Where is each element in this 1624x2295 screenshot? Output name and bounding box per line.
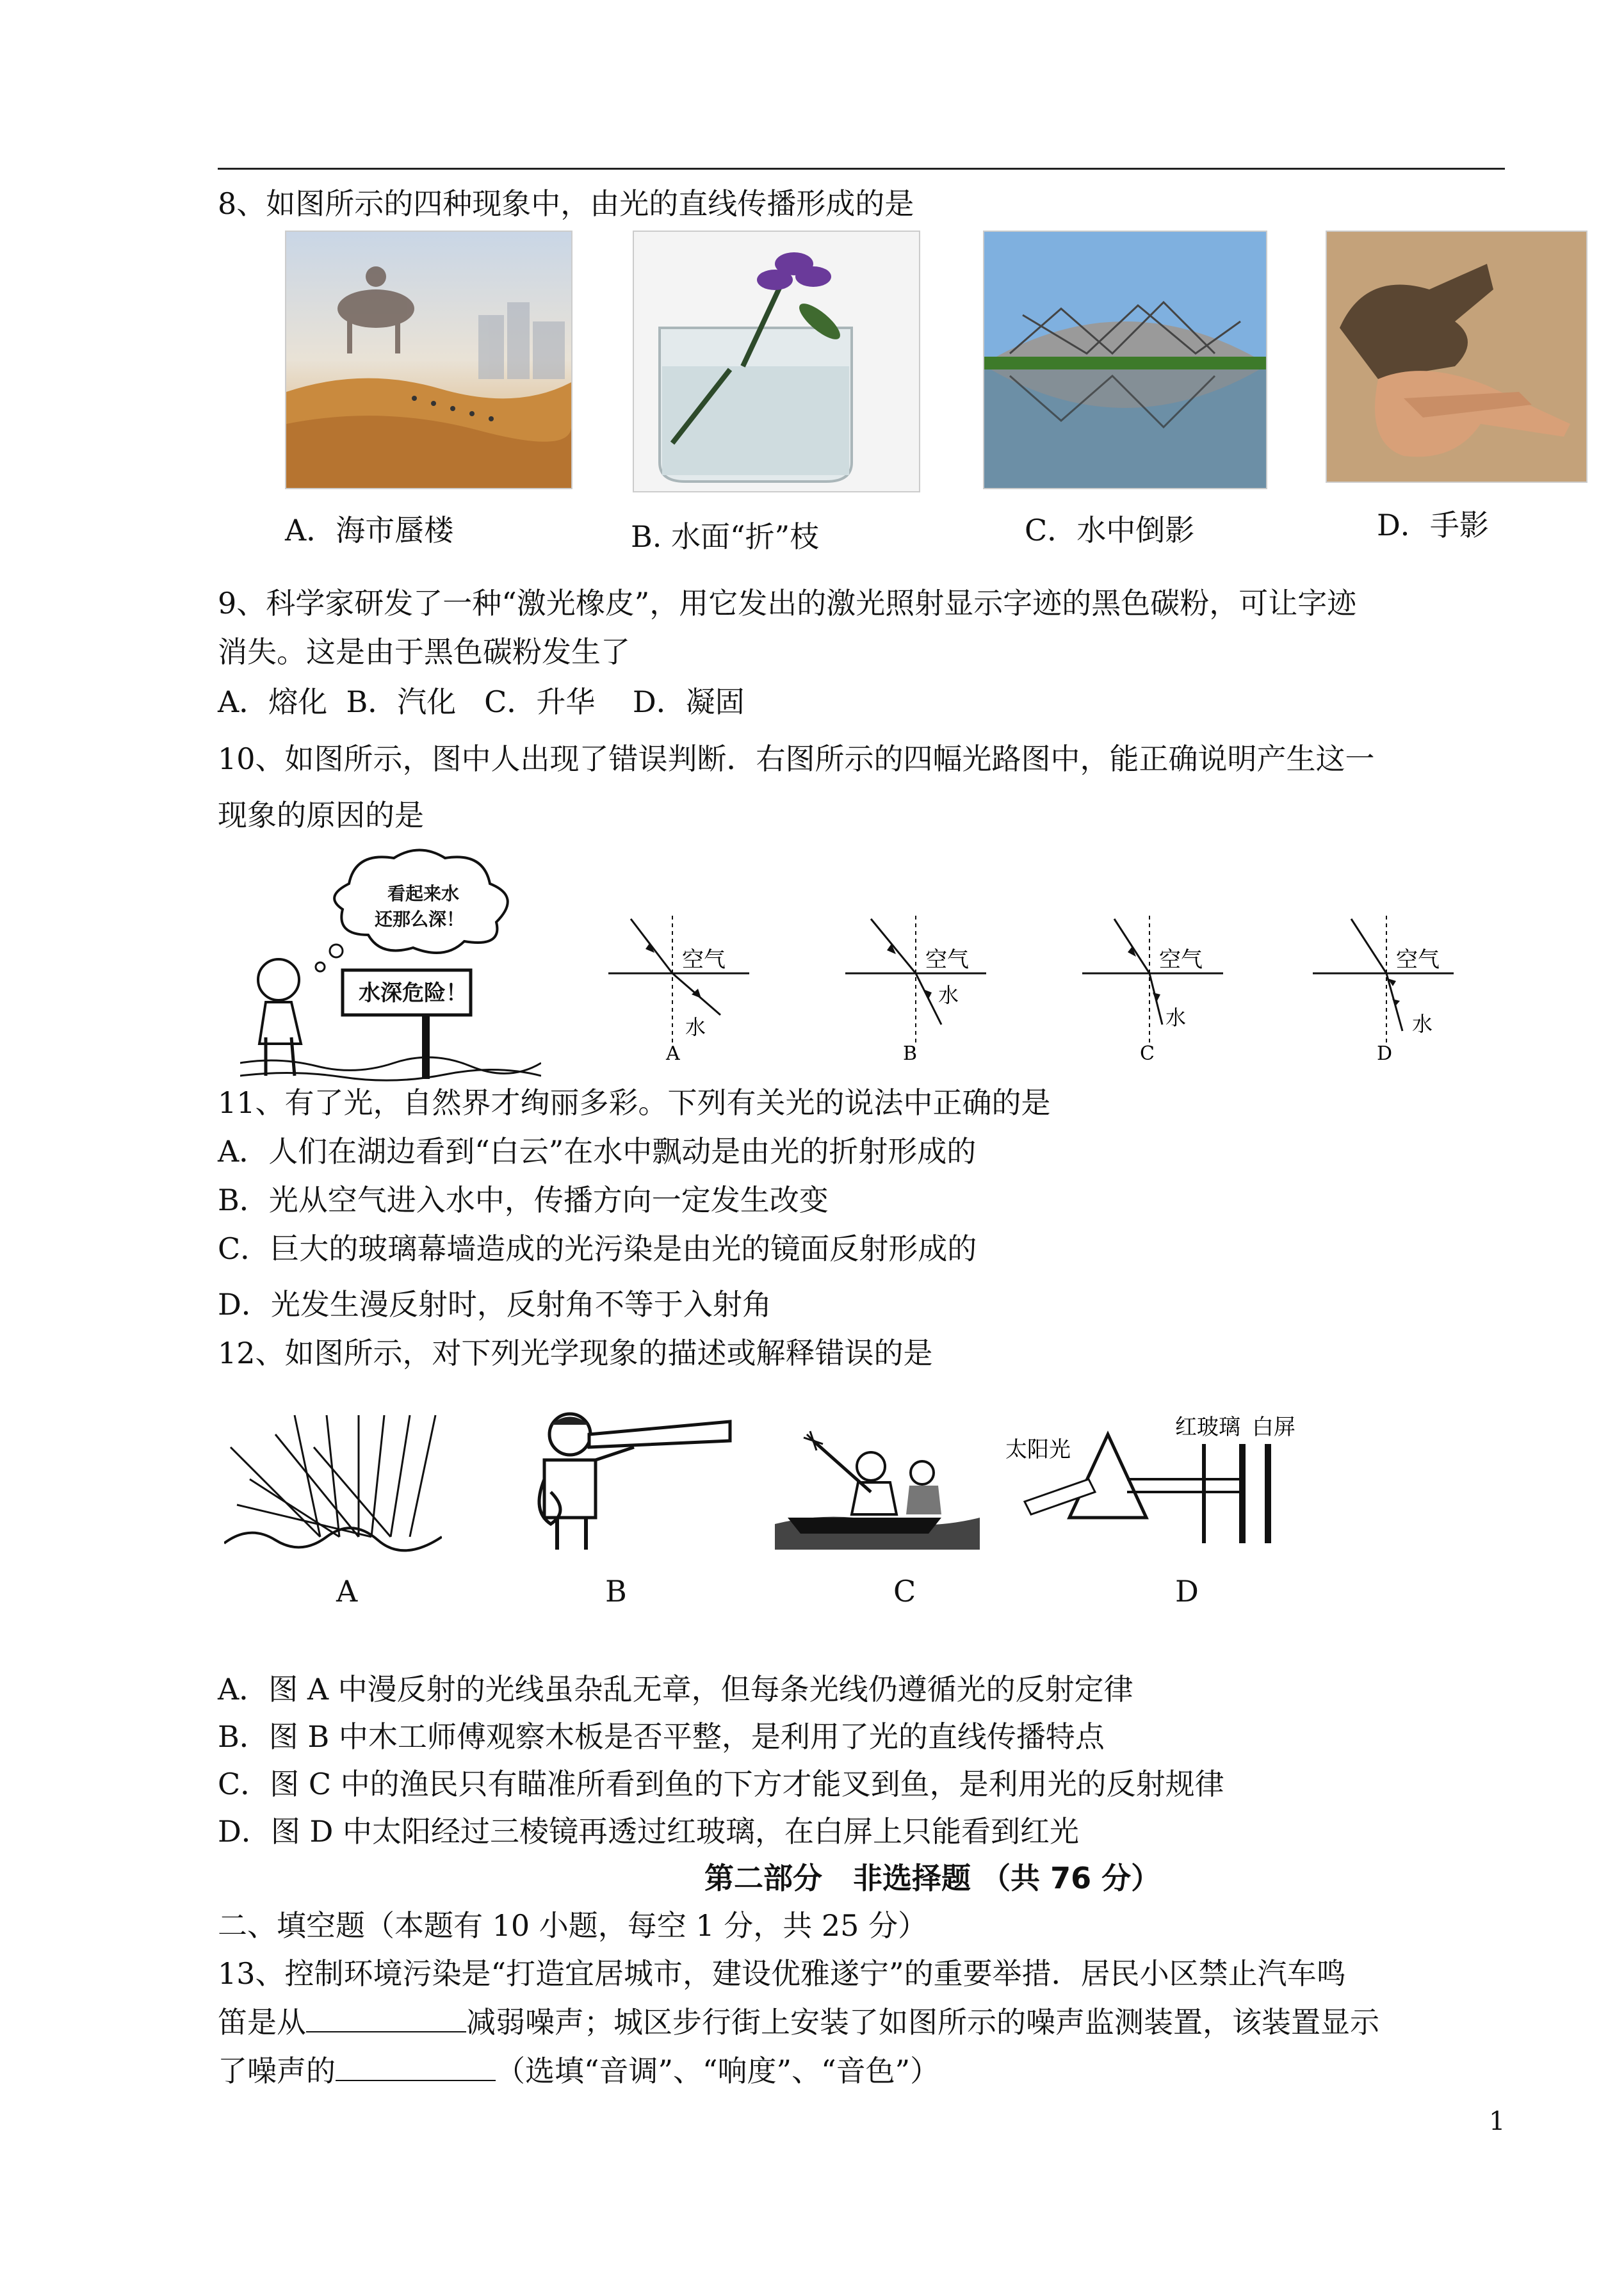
q13-line3: [218, 2052, 939, 2090]
q9-line1: 9、科学家研发了一种“激光橡皮”，用它发出的激光照射显示字迹的黑色碳粉，可让字迹: [218, 586, 1357, 620]
q11-option-d: D．光发生漫反射时，反射角不等于入射角: [218, 1287, 772, 1322]
q11-option-a: A．人们在湖边看到“白云”在水中飘动是由光的折射形成的: [218, 1134, 977, 1169]
q10-line2: 现象的原因的是: [218, 798, 424, 832]
carpenter-figure: [525, 1409, 736, 1556]
q8-option-a: A．海市蜃楼: [285, 513, 454, 547]
q9-options: A．熔化 B．汽化 C．升华 D．凝固: [218, 685, 745, 719]
q11-stem: 11、有了光，自然界才绚丽多彩。下列有关光的说法中正确的是: [218, 1085, 1051, 1120]
ray-letter-c: C: [1140, 1042, 1155, 1063]
mirage-photo: [285, 231, 572, 489]
bubble-text-1: 看起来水: [387, 883, 460, 904]
water-label: 水: [685, 1015, 706, 1039]
q10-cartoon: [240, 845, 541, 1082]
q12-stem: 12、如图所示，对下列光学现象的描述或解释错误的是: [218, 1336, 933, 1370]
fill-in-heading: 二、填空题（本题有 10 小题，每空 1 分，共 25 分）: [218, 1908, 928, 1943]
q12-fig-letter-a: A: [336, 1574, 358, 1609]
q10-line1: 10、如图所示，图中人出现了错误判断．右图所示的四幅光路图中，能正确说明产生这一: [218, 742, 1375, 776]
ray-letter-a: A: [666, 1042, 680, 1063]
q9-line2: 消失。这是由于黑色碳粉发生了: [218, 635, 630, 669]
air-label: 空气: [682, 947, 726, 973]
ray-letter-d: D: [1377, 1042, 1393, 1063]
q8-option-b: B. 水面“折”枝: [631, 519, 820, 554]
page-number: 1: [1489, 2107, 1506, 2136]
q13-line1: 13、控制环境污染是“打造宜居城市，建设优雅遂宁”的重要举措．居民小区禁止汽车鸣: [218, 1956, 1346, 1991]
q13-line2-end: 减弱噪声；城区步行街上安装了如图所示的噪声监测装置，该装置显示: [466, 2005, 1379, 2040]
water-label: 水: [1165, 1005, 1187, 1030]
ray-letter-b: B: [903, 1042, 918, 1063]
air-label: 空气: [1159, 947, 1203, 973]
q13-line2-start: 笛是从: [218, 2005, 306, 2040]
ray-diagram-d: [1306, 903, 1460, 1063]
red-glass-label: 红玻璃: [1175, 1415, 1240, 1440]
q13-blank-1[interactable]: [306, 2003, 466, 2032]
q12-fig-letter-c: C: [893, 1574, 916, 1609]
q12-option-b: B．图 B 中木工师傅观察木板是否平整，是利用了光的直线传播特点: [218, 1719, 1105, 1754]
q13-line3-start: 了噪声的: [218, 2054, 336, 2088]
q8-option-c: C．水中倒影: [1025, 513, 1195, 547]
q13-line3-end: （选填“音调”、“响度”、“音色”）: [496, 2054, 940, 2088]
part2-title: 第二部分 非选择题 （共 76 分）: [704, 1861, 1161, 1895]
q8-option-d: D．手影: [1377, 508, 1489, 542]
reflection-photo: [983, 231, 1267, 489]
q11-option-b: B．光从空气进入水中，传播方向一定发生改变: [218, 1183, 829, 1217]
diffuse-reflection-figure: [224, 1409, 442, 1556]
air-label: 空气: [1396, 947, 1440, 973]
ray-diagram-c: [1076, 903, 1230, 1063]
header-rule: [218, 168, 1505, 170]
water-label: 水: [1412, 1012, 1433, 1036]
white-screen-label: 白屏: [1252, 1415, 1295, 1440]
q11-option-c: C．巨大的玻璃幕墙造成的光污染是由光的镜面反射形成的: [218, 1231, 977, 1266]
q12-fig-letter-d: D: [1175, 1574, 1199, 1609]
hand-shadow-photo: [1326, 231, 1587, 483]
prism-figure: [1005, 1396, 1326, 1550]
water-label: 水: [938, 983, 959, 1007]
q12-option-a: A．图 A 中漫反射的光线虽杂乱无章，但每条光线仍遵循光的反射定律: [218, 1672, 1133, 1707]
sign-text: 水深危险！: [359, 980, 467, 1006]
ray-diagram-b: [839, 903, 993, 1063]
q12-option-d: D．图 D 中太阳经过三棱镜再透过红玻璃，在白屏上只能看到红光: [218, 1814, 1080, 1849]
q8-stem: 8、如图所示的四种现象中，由光的直线传播形成的是: [218, 186, 914, 221]
bubble-text-2: 还那么深！: [375, 909, 465, 930]
air-label: 空气: [925, 947, 969, 973]
q13-blank-2[interactable]: [336, 2052, 496, 2081]
fisherman-figure: [775, 1422, 980, 1550]
ray-diagram-a: [602, 903, 756, 1063]
bent-stem-photo: [633, 231, 920, 492]
q12-option-c: C．图 C 中的渔民只有瞄准所看到鱼的下方才能叉到鱼，是利用光的反射规律: [218, 1767, 1224, 1801]
q12-fig-letter-b: B: [605, 1574, 627, 1609]
q13-line2: [218, 2003, 1379, 2041]
sun-label: 太阳光: [1005, 1437, 1071, 1463]
